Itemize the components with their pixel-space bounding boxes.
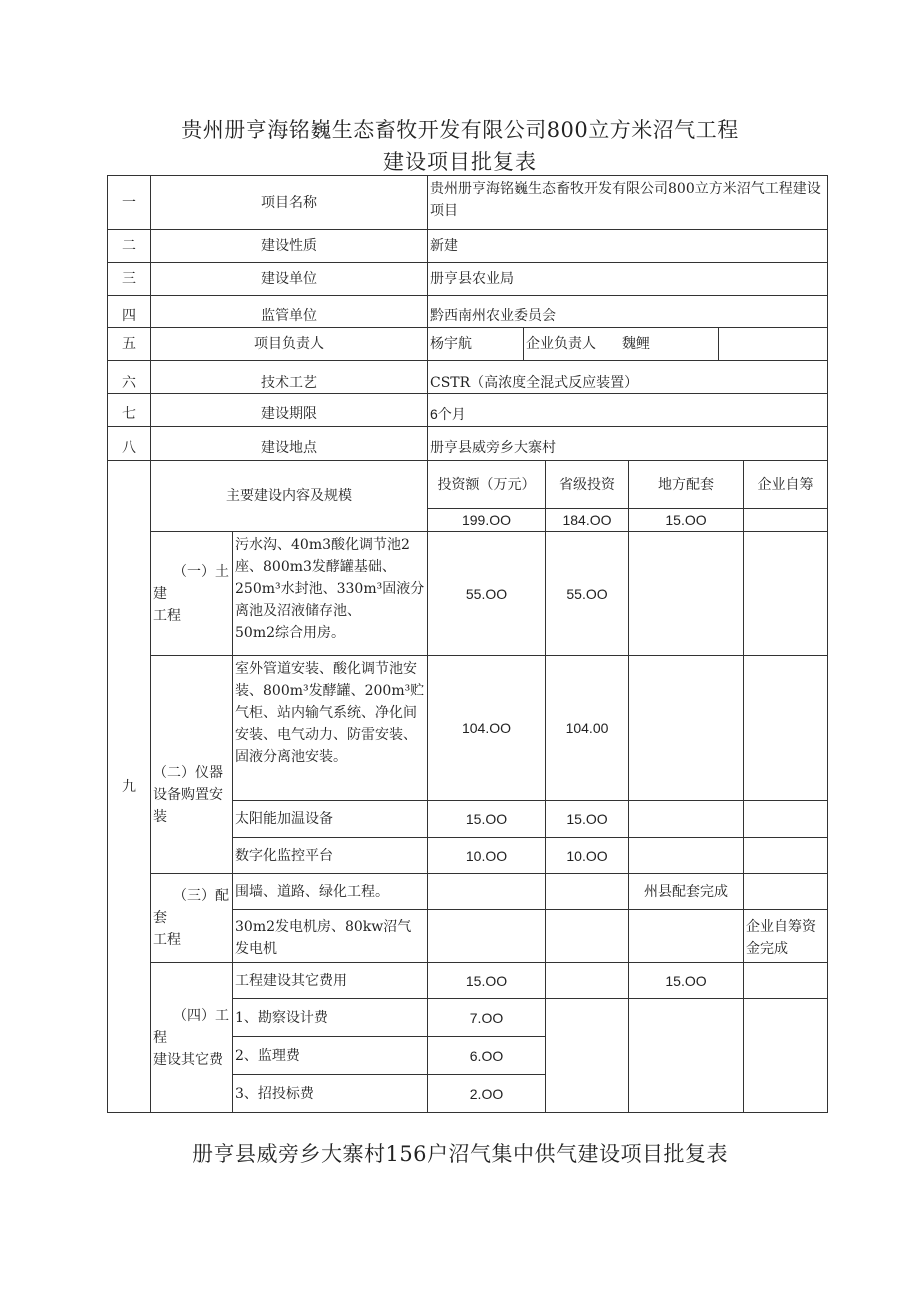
field-label: 建设地点 (150, 426, 427, 460)
table-border-bottom (107, 1112, 828, 1113)
empty-cell (628, 837, 743, 873)
row-number: 九 (107, 460, 150, 1112)
field-label: 建设期限 (150, 393, 427, 426)
empty-cell (743, 655, 827, 800)
field-value: 黔西南州农业委员会 (427, 295, 827, 327)
field-value: 册亨县农业局 (427, 262, 827, 295)
provincial-cell: 104.00 (545, 655, 628, 800)
field-value: 贵州册亨海铭巍生态畜牧开发有限公司800立方米沼气工程建设项目 (427, 175, 827, 229)
empty-cell (545, 998, 628, 1112)
empty-cell (545, 962, 628, 998)
empty-cell (427, 873, 545, 909)
group-content: 1、勘察设计费 (232, 998, 427, 1036)
total-local: 15.OO (628, 508, 743, 531)
row-number: 二 (107, 229, 150, 262)
investment-cell: 7.OO (427, 998, 545, 1036)
enterprise-head-value: 魏鲤 (622, 336, 650, 352)
row-number: 四 (107, 295, 150, 327)
empty-cell (628, 909, 743, 962)
group-content: 2、监理费 (232, 1036, 427, 1074)
field-value: 杨宇航 (427, 327, 523, 360)
total-provincial: 184.OO (545, 508, 628, 531)
field-value: 新建 (427, 229, 827, 262)
empty-cell (628, 531, 743, 655)
row-number: 七 (107, 393, 150, 426)
group-label-equipment: （二）仪器 设备购置安 装 (150, 655, 232, 873)
empty-cell (743, 962, 827, 998)
field-value: 6个月 (427, 393, 827, 426)
row-number: 六 (107, 360, 150, 393)
investment-cell: 15.OO (427, 800, 545, 837)
header-provincial: 省级投资 (545, 460, 628, 508)
investment-cell: 55.OO (427, 531, 545, 655)
enterprise-cell: 企业自筹资 金完成 (743, 909, 827, 962)
empty-cell (545, 873, 628, 909)
group-content: 污水沟、40m3酸化调节池2座、800m3发酵罐基础、250m³水封池、330m³固液分离池及沼液储存池、 50m2综合用房。 (232, 531, 427, 655)
row-number: 五 (107, 327, 150, 360)
header-local: 地方配套 (628, 460, 743, 508)
table-border-right (827, 175, 828, 1113)
empty-cell (743, 531, 827, 655)
field-label: 建设性质 (150, 229, 427, 262)
group-content: 工程建设其它费用 (232, 962, 427, 998)
investment-cell: 6.OO (427, 1036, 545, 1074)
field-label: 项目负责人 (150, 327, 427, 360)
field-label: 监管单位 (150, 295, 427, 327)
empty-cell (628, 800, 743, 837)
empty-cell (743, 998, 827, 1112)
row-number: 一 (107, 175, 150, 229)
field-value: 册亨县威旁乡大寨村 (427, 426, 827, 460)
field-label: 技术工艺 (150, 360, 427, 393)
empty-cell (545, 909, 628, 962)
enterprise-head-label: 企业负责人 (526, 336, 596, 352)
group-label-supporting: （三）配套 工程 (150, 873, 232, 962)
field-label (523, 327, 718, 360)
group-content: 太阳能加温设备 (232, 800, 427, 837)
total-investment: 199.OO (427, 508, 545, 531)
document-title-line1: 贵州册亨海铭巍生态畜牧开发有限公司800立方米沼气工程 (181, 118, 739, 142)
group-content: 围墙、道路、绿化工程。 (232, 873, 427, 909)
empty-cell (718, 327, 827, 360)
group-content: 3、招投标费 (232, 1074, 427, 1112)
local-cell: 州县配套完成 (628, 873, 743, 909)
investment-cell: 104.OO (427, 655, 545, 800)
empty-cell (628, 998, 743, 1112)
provincial-cell: 10.OO (545, 837, 628, 873)
field-label: 项目名称 (150, 175, 427, 229)
group-content: 室外管道安装、酸化调节池安装、800m³发酵罐、200m³贮气柜、站内输气系统、净化间安装、电气动力、防雷安装、固液分离池安装。 (232, 655, 427, 800)
empty-cell (628, 655, 743, 800)
investment-cell: 15.OO (427, 962, 545, 998)
header-main-content: 主要建设内容及规模 (150, 460, 427, 531)
row-number: 三 (107, 262, 150, 295)
provincial-cell: 55.OO (545, 531, 628, 655)
header-enterprise: 企业自筹 (743, 460, 827, 508)
header-investment: 投资额（万元） (427, 460, 545, 508)
group-label-civil: （一）土建 工程 (150, 531, 232, 655)
local-cell: 15.OO (628, 962, 743, 998)
investment-cell: 2.OO (427, 1074, 545, 1112)
document-title-line2: 建设项目批复表 (383, 150, 537, 174)
empty-cell (743, 837, 827, 873)
group-content: 30m2发电机房、80kw沼气发电机 (232, 909, 427, 962)
empty-cell (743, 508, 827, 531)
field-label: 建设单位 (150, 262, 427, 295)
empty-cell (427, 909, 545, 962)
empty-cell (743, 873, 827, 909)
provincial-cell: 15.OO (545, 800, 628, 837)
row-number: 八 (107, 426, 150, 460)
next-document-title: 册亨县威旁乡大寨村156户沼气集中供气建设项目批复表 (191, 1142, 729, 1166)
group-content: 数字化监控平台 (232, 837, 427, 873)
empty-cell (743, 800, 827, 837)
group-label-other-costs: （四）工程 建设其它费 (150, 962, 232, 1112)
investment-cell: 10.OO (427, 837, 545, 873)
field-value: CSTR（高浓度全混式反应装置） (427, 360, 827, 393)
